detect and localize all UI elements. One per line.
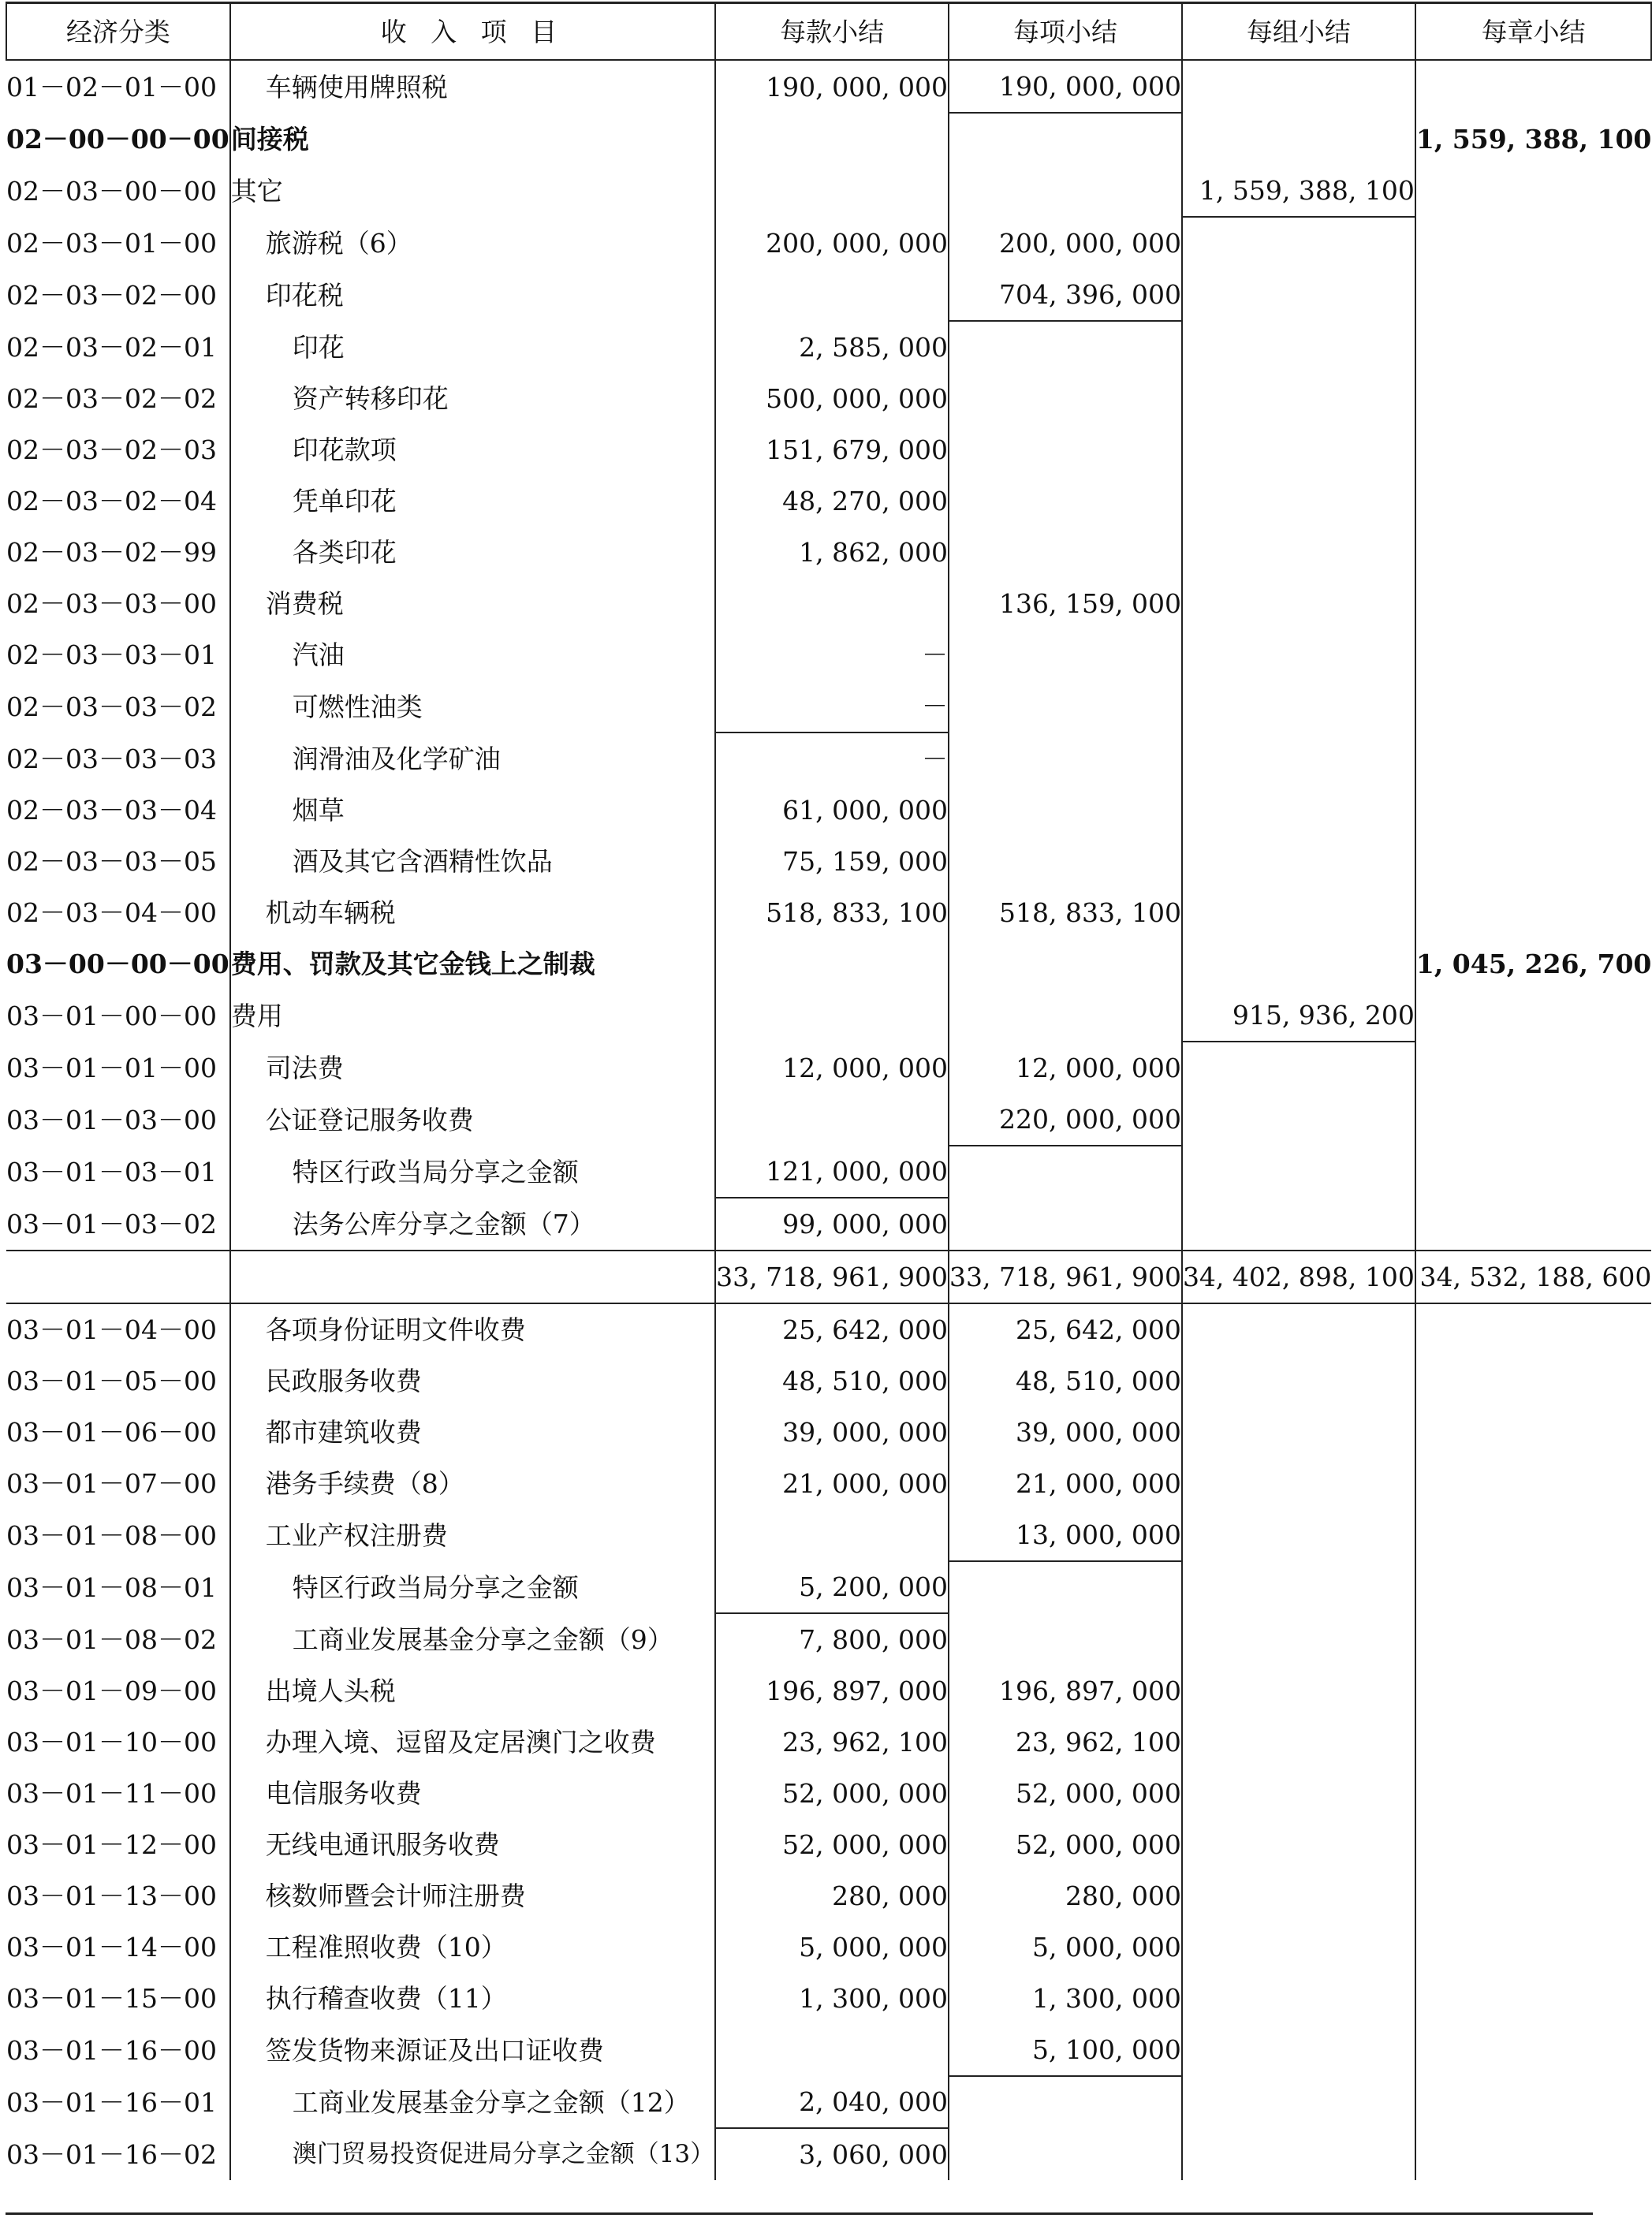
row-per-article: 99, 000, 000 (715, 1198, 949, 1251)
row-per-article: 280, 000 (715, 1870, 949, 1922)
row-code: 03－01－06－00 (6, 1417, 217, 1448)
row-per-article (715, 2024, 949, 2076)
row-per-group (1182, 836, 1415, 887)
table-row (6, 2128, 1651, 2180)
revenue-table (6, 2, 1652, 2180)
row-per-item (949, 938, 1182, 990)
table-row (6, 1458, 1651, 1509)
row-per-item (949, 165, 1182, 217)
row-per-item (949, 527, 1182, 578)
row-per-group (1182, 1458, 1415, 1509)
row-per-article: 1, 862, 000 (715, 527, 949, 578)
row-per-article: 48, 510, 000 (715, 1355, 949, 1407)
row-per-item (949, 373, 1182, 424)
header-per-article: 每款小结 (715, 3, 949, 61)
row-code: 03－01－03－00 (6, 1104, 217, 1135)
row-per-chapter (1415, 1094, 1652, 1146)
row-name: 核数师暨会计师注册费 (230, 1870, 715, 1922)
row-code: 03－01－13－00 (6, 1881, 217, 1911)
row-per-item (949, 2128, 1182, 2180)
row-per-item (949, 629, 1182, 680)
row-per-group (1182, 1922, 1415, 1973)
row-per-chapter (1415, 1973, 1652, 2024)
row-per-chapter (1415, 321, 1652, 373)
row-name: 出境人头税 (230, 1665, 715, 1717)
row-per-chapter (1415, 1922, 1652, 1973)
row-per-item (949, 2076, 1182, 2128)
row-name: 港务手续费（8） (230, 1458, 715, 1509)
row-per-chapter (1415, 1355, 1652, 1407)
row-per-group (1182, 373, 1415, 424)
row-per-item: 21, 000, 000 (949, 1458, 1182, 1509)
row-per-chapter (1415, 1303, 1652, 1355)
row-per-item (949, 1613, 1182, 1665)
row-per-item: 5, 100, 000 (949, 2024, 1182, 2076)
table-row (6, 527, 1651, 578)
row-name: 特区行政当局分享之金额 (230, 1561, 715, 1613)
row-per-article: 3, 060, 000 (715, 2128, 949, 2180)
row-code: 03－01－05－00 (6, 1366, 217, 1396)
row-per-chapter (1415, 1198, 1652, 1251)
row-per-item (949, 990, 1182, 1042)
row-per-item: 704, 396, 000 (949, 269, 1182, 321)
row-per-chapter (1415, 2024, 1652, 2076)
row-name: 执行稽查收费（11） (230, 1973, 715, 2024)
table-row (6, 1561, 1651, 1613)
row-per-chapter (1415, 1665, 1652, 1717)
row-per-item (949, 836, 1182, 887)
row-name: 印花 (230, 321, 715, 373)
row-per-chapter (1415, 1870, 1652, 1922)
row-name: 签发货物来源证及出口证收费 (230, 2024, 715, 2076)
row-per-group (1182, 629, 1415, 680)
row-per-article (715, 269, 949, 321)
row-name: 印花款项 (230, 424, 715, 475)
row-per-group (1182, 321, 1415, 373)
row-per-chapter (1415, 60, 1652, 113)
row-code: 03－01－16－02 (6, 2138, 217, 2170)
row-code: 03－01－00－00 (6, 1000, 217, 1031)
row-per-article: － (715, 680, 949, 732)
row-per-group (1182, 475, 1415, 527)
row-code: 03－01－14－00 (6, 1932, 217, 1963)
table-row (6, 1973, 1651, 2024)
row-per-group (1182, 1198, 1415, 1251)
row-per-chapter (1415, 2128, 1652, 2180)
row-per-chapter (1415, 424, 1652, 475)
row-per-item: 136, 159, 000 (949, 578, 1182, 629)
row-per-chapter (1415, 1146, 1652, 1198)
row-name: 可燃性油类 (230, 680, 715, 732)
row-per-item: 12, 000, 000 (949, 1042, 1182, 1094)
row-per-article: 23, 962, 100 (715, 1717, 949, 1768)
row-per-item: 25, 642, 000 (949, 1303, 1182, 1355)
table-row (6, 785, 1651, 836)
row-per-article: 2, 585, 000 (715, 321, 949, 373)
row-per-chapter (1415, 2076, 1652, 2128)
row-per-article: 5, 200, 000 (715, 1561, 949, 1613)
row-per-article (715, 1094, 949, 1146)
row-per-group (1182, 1717, 1415, 1768)
total-per-group: 34, 402, 898, 100 (1182, 1251, 1415, 1303)
row-per-article: 190, 000, 000 (715, 60, 949, 113)
row-per-group: 915, 936, 200 (1182, 990, 1415, 1042)
row-name: 民政服务收费 (230, 1355, 715, 1407)
row-code: 02－00－00－00 (6, 123, 229, 155)
row-per-article: 5, 000, 000 (715, 1922, 949, 1973)
row-per-group (1182, 527, 1415, 578)
row-per-group (1182, 887, 1415, 938)
row-per-group (1182, 732, 1415, 785)
row-per-item (949, 732, 1182, 785)
table-row (6, 1717, 1651, 1768)
row-name: 酒及其它含酒精性饮品 (230, 836, 715, 887)
row-per-chapter (1415, 1717, 1652, 1768)
row-per-item (949, 1146, 1182, 1198)
table-row (6, 938, 1651, 990)
row-per-article (715, 938, 949, 990)
table-row (6, 1094, 1651, 1146)
row-per-item: 200, 000, 000 (949, 217, 1182, 269)
row-per-item: 39, 000, 000 (949, 1407, 1182, 1458)
table-row (6, 165, 1651, 217)
table-row (6, 2076, 1651, 2128)
row-per-group (1182, 1665, 1415, 1717)
row-per-chapter (1415, 990, 1652, 1042)
row-name: 车辆使用牌照税 (230, 60, 715, 113)
table-row (6, 1198, 1651, 1251)
row-name: 办理入境、逗留及定居澳门之收费 (230, 1717, 715, 1768)
row-per-item: 13, 000, 000 (949, 1509, 1182, 1561)
row-per-chapter (1415, 887, 1652, 938)
header-per-chapter: 每章小结 (1415, 3, 1652, 61)
row-code: 02－03－03－05 (6, 846, 217, 877)
row-code: 03－00－00－00 (6, 949, 229, 979)
row-code: 03－01－15－00 (6, 1983, 217, 2014)
row-name: 各类印花 (230, 527, 715, 578)
row-name: 工程准照收费（10） (230, 1922, 715, 1973)
row-per-group (1182, 1819, 1415, 1870)
table-row (6, 1355, 1651, 1407)
table-row (6, 2024, 1651, 2076)
table-row (6, 1303, 1651, 1355)
row-per-group (1182, 269, 1415, 321)
row-per-item: 1, 300, 000 (949, 1973, 1182, 2024)
table-row (6, 217, 1651, 269)
row-per-article: 151, 679, 000 (715, 424, 949, 475)
row-per-group (1182, 2076, 1415, 2128)
row-per-group (1182, 785, 1415, 836)
row-per-item: 5, 000, 000 (949, 1922, 1182, 1973)
row-code (6, 1251, 230, 1303)
row-code: 02－03－02－00 (6, 279, 217, 311)
table-header-row (6, 3, 1651, 61)
table-row (6, 578, 1651, 629)
row-per-article (715, 990, 949, 1042)
row-per-group (1182, 60, 1415, 113)
row-name: 费用 (230, 990, 715, 1042)
row-per-article: 12, 000, 000 (715, 1042, 949, 1094)
row-per-item: 23, 962, 100 (949, 1717, 1182, 1768)
row-per-article: 52, 000, 000 (715, 1768, 949, 1819)
row-code: 02－03－03－03 (6, 743, 217, 774)
row-name: 润滑油及化学矿油 (230, 732, 715, 785)
row-code: 02－03－04－00 (6, 897, 217, 928)
row-per-group (1182, 1870, 1415, 1922)
row-code: 03－01－10－00 (6, 1727, 217, 1758)
row-code: 02－03－02－03 (6, 434, 217, 465)
row-per-chapter: 1, 045, 226, 700 (1415, 938, 1652, 990)
table-row (6, 1146, 1651, 1198)
row-per-article: 52, 000, 000 (715, 1819, 949, 1870)
row-per-group (1182, 1146, 1415, 1198)
row-per-chapter (1415, 165, 1652, 217)
table-row (6, 1613, 1651, 1665)
table-row (6, 629, 1651, 680)
row-code: 03－01－16－00 (6, 2034, 217, 2066)
row-per-chapter (1415, 1768, 1652, 1819)
row-name: 资产转移印花 (230, 373, 715, 424)
row-name: 凭单印花 (230, 475, 715, 527)
row-code: 02－03－02－01 (6, 331, 217, 363)
row-code: 02－03－03－01 (6, 639, 217, 670)
row-code: 02－03－02－99 (6, 537, 217, 568)
row-per-group (1182, 1613, 1415, 1665)
totals-row (6, 1251, 1651, 1303)
table-row (6, 1768, 1651, 1819)
row-per-item: 280, 000 (949, 1870, 1182, 1922)
row-name: 工商业发展基金分享之金额（12） (230, 2076, 715, 2128)
total-per-chapter: 34, 532, 188, 600 (1415, 1251, 1652, 1303)
row-per-group (1182, 217, 1415, 269)
table-row (6, 1509, 1651, 1561)
row-per-article: 518, 833, 100 (715, 887, 949, 938)
table-row (6, 836, 1651, 887)
table-row (6, 1870, 1651, 1922)
row-per-group (1182, 2024, 1415, 2076)
row-per-chapter (1415, 475, 1652, 527)
row-per-article (715, 113, 949, 165)
row-per-chapter (1415, 527, 1652, 578)
row-name: 特区行政当局分享之金额 (230, 1146, 715, 1198)
row-code: 02－03－03－04 (6, 795, 217, 826)
row-per-article: 1, 300, 000 (715, 1973, 949, 2024)
row-per-group (1182, 1303, 1415, 1355)
row-per-article (715, 165, 949, 217)
table-row (6, 1819, 1651, 1870)
table-row (6, 424, 1651, 475)
row-per-item (949, 785, 1182, 836)
row-per-chapter: 1, 559, 388, 100 (1415, 113, 1652, 165)
row-per-article: 39, 000, 000 (715, 1407, 949, 1458)
row-per-item (949, 680, 1182, 732)
table-row (6, 680, 1651, 732)
row-name: 烟草 (230, 785, 715, 836)
row-code: 03－01－09－00 (6, 1676, 217, 1706)
row-code: 03－01－04－00 (6, 1314, 217, 1345)
table-row (6, 475, 1651, 527)
row-name: 印花税 (230, 269, 715, 321)
row-name: 电信服务收费 (230, 1768, 715, 1819)
row-per-group (1182, 1042, 1415, 1094)
row-per-group (1182, 680, 1415, 732)
table-row (6, 1922, 1651, 1973)
row-per-item: 190, 000, 000 (949, 60, 1182, 113)
row-per-group (1182, 1407, 1415, 1458)
table-row (6, 1665, 1651, 1717)
row-per-article: 21, 000, 000 (715, 1458, 949, 1509)
row-per-group: 1, 559, 388, 100 (1182, 165, 1415, 217)
table-row (6, 373, 1651, 424)
row-code: 03－01－01－00 (6, 1052, 217, 1083)
row-per-item (949, 475, 1182, 527)
row-per-chapter (1415, 217, 1652, 269)
header-per-group: 每组小结 (1182, 3, 1415, 61)
row-per-chapter (1415, 1042, 1652, 1094)
row-per-group (1182, 1973, 1415, 2024)
row-name: 各项身份证明文件收费 (230, 1303, 715, 1355)
row-name: 公证登记服务收费 (230, 1094, 715, 1146)
row-per-item (949, 1198, 1182, 1251)
row-per-group (1182, 1094, 1415, 1146)
row-per-chapter (1415, 1407, 1652, 1458)
row-code: 01－02－01－00 (6, 71, 217, 103)
row-per-article: 61, 000, 000 (715, 785, 949, 836)
row-code: 03－01－03－02 (6, 1208, 217, 1239)
table-row (6, 732, 1651, 785)
row-name: 无线电通讯服务收费 (230, 1819, 715, 1870)
row-per-group (1182, 1509, 1415, 1561)
table-row (6, 269, 1651, 321)
row-per-article: 7, 800, 000 (715, 1613, 949, 1665)
table-row (6, 60, 1651, 113)
header-code: 经济分类 (6, 3, 230, 61)
row-per-item (949, 424, 1182, 475)
row-code: 03－01－08－02 (6, 1623, 217, 1655)
row-name: 旅游税（6） (230, 217, 715, 269)
row-per-item: 52, 000, 000 (949, 1819, 1182, 1870)
row-code: 03－01－03－01 (6, 1156, 217, 1187)
row-per-article: － (715, 629, 949, 680)
row-name: 都市建筑收费 (230, 1407, 715, 1458)
row-code: 03－01－07－00 (6, 1468, 217, 1499)
row-per-article (715, 578, 949, 629)
row-per-chapter (1415, 1458, 1652, 1509)
row-per-group (1182, 2128, 1415, 2180)
row-per-article: 196, 897, 000 (715, 1665, 949, 1717)
row-code: 02－03－02－02 (6, 383, 217, 414)
row-per-group (1182, 1768, 1415, 1819)
row-per-chapter (1415, 269, 1652, 321)
row-code: 02－03－02－04 (6, 486, 217, 516)
row-per-item (949, 113, 1182, 165)
row-per-chapter (1415, 1613, 1652, 1665)
row-code: 03－01－08－01 (6, 1571, 217, 1603)
row-name: 机动车辆税 (230, 887, 715, 938)
row-per-item (949, 1561, 1182, 1613)
table-row (6, 887, 1651, 938)
row-per-chapter (1415, 629, 1652, 680)
row-name: 司法费 (230, 1042, 715, 1094)
row-per-group (1182, 1355, 1415, 1407)
row-per-article: － (715, 732, 949, 785)
row-per-chapter (1415, 680, 1652, 732)
row-code: 03－01－12－00 (6, 1829, 217, 1860)
row-name: 法务公库分享之金额（7） (230, 1198, 715, 1251)
row-per-group (1182, 113, 1415, 165)
row-per-article: 2, 040, 000 (715, 2076, 949, 2128)
table-row (6, 1407, 1651, 1458)
row-code: 03－01－16－01 (6, 2086, 217, 2118)
row-name (230, 1251, 715, 1303)
row-per-article: 200, 000, 000 (715, 217, 949, 269)
row-per-article: 500, 000, 000 (715, 373, 949, 424)
row-per-item (949, 321, 1182, 373)
row-per-item: 48, 510, 000 (949, 1355, 1182, 1407)
row-name: 消费税 (230, 578, 715, 629)
row-name: 汽油 (230, 629, 715, 680)
row-per-item: 196, 897, 000 (949, 1665, 1182, 1717)
row-per-group (1182, 938, 1415, 990)
total-per-article: 33, 718, 961, 900 (715, 1251, 949, 1303)
table-row (6, 990, 1651, 1042)
row-per-group (1182, 424, 1415, 475)
row-code: 02－03－01－00 (6, 227, 217, 259)
row-per-article (715, 1509, 949, 1561)
row-per-article: 48, 270, 000 (715, 475, 949, 527)
row-code: 03－01－08－00 (6, 1519, 217, 1551)
row-name: 工业产权注册费 (230, 1509, 715, 1561)
row-per-group (1182, 578, 1415, 629)
row-per-item: 518, 833, 100 (949, 887, 1182, 938)
table-row (6, 113, 1651, 165)
row-name: 间接税 (230, 113, 715, 165)
row-name: 费用、罚款及其它金钱上之制裁 (230, 938, 715, 990)
row-per-chapter (1415, 373, 1652, 424)
row-code: 02－03－00－00 (6, 175, 217, 207)
row-code: 03－01－11－00 (6, 1778, 217, 1809)
table-row (6, 1042, 1651, 1094)
row-per-item: 220, 000, 000 (949, 1094, 1182, 1146)
header-per-item: 每项小结 (949, 3, 1182, 61)
row-per-chapter (1415, 785, 1652, 836)
total-per-item: 33, 718, 961, 900 (949, 1251, 1182, 1303)
row-per-chapter (1415, 1561, 1652, 1613)
row-name: 其它 (230, 165, 715, 217)
row-per-chapter (1415, 836, 1652, 887)
row-per-article: 121, 000, 000 (715, 1146, 949, 1198)
row-code: 02－03－03－02 (6, 691, 217, 722)
row-per-chapter (1415, 1819, 1652, 1870)
row-code: 02－03－03－00 (6, 588, 217, 619)
row-name: 澳门贸易投资促进局分享之金额（13） (230, 2128, 715, 2180)
row-per-article: 75, 159, 000 (715, 836, 949, 887)
row-per-item: 52, 000, 000 (949, 1768, 1182, 1819)
table-bottom-rule (6, 2212, 1593, 2215)
row-name: 工商业发展基金分享之金额（9） (230, 1613, 715, 1665)
table-row (6, 321, 1651, 373)
row-per-chapter (1415, 1509, 1652, 1561)
row-per-chapter (1415, 578, 1652, 629)
row-per-article: 25, 642, 000 (715, 1303, 949, 1355)
header-item: 收 入 项 目 (230, 3, 715, 61)
row-per-group (1182, 1561, 1415, 1613)
row-per-chapter (1415, 732, 1652, 785)
